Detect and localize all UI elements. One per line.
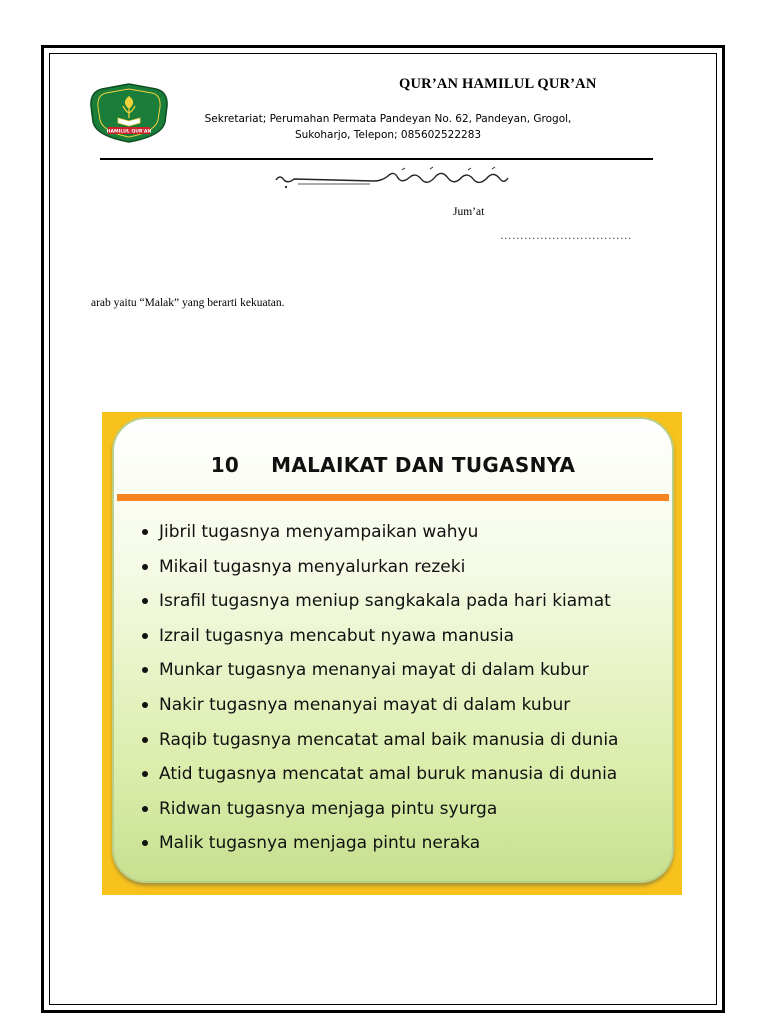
angels-list [138, 519, 618, 865]
list-item [138, 657, 618, 692]
body-paragraph: arab yaitu “Malak” yang berarti kekuatan. [91, 297, 285, 309]
list-item [138, 554, 618, 589]
address-block [182, 111, 594, 143]
list-item-text: Ridwan tugasnya menjaga pintu syurga [159, 798, 498, 819]
bullet-dot [142, 529, 148, 535]
list-item [138, 692, 618, 727]
bullet-dot [142, 806, 148, 812]
list-item-text: Atid tugasnya mencatat amal buruk manusia di dunia [159, 764, 618, 785]
list-item [138, 588, 618, 623]
list-item-text: Izrail tugasnya mencabut nyawa manusia [159, 625, 515, 646]
list-item [138, 727, 618, 762]
school-logo [88, 82, 170, 144]
day-label: Jum’at [453, 206, 485, 218]
bullet-dot [142, 667, 148, 673]
bullet-dot [142, 737, 148, 743]
infographic-title [114, 453, 672, 477]
list-item-text: Mikail tugasnya menyalurkan rezeki [159, 556, 466, 577]
infographic-title-text: MALAIKAT DAN TUGASNYA [271, 453, 576, 477]
organization-name: QUR’AN HAMILUL QUR’AN [399, 76, 597, 92]
address-line-2: Sukoharjo, Telepon; 085602522283 [294, 129, 482, 141]
title-underline-bar [117, 494, 669, 501]
bullet-dot [142, 771, 148, 777]
list-item [138, 519, 618, 554]
header-divider [100, 158, 653, 160]
list-item-text: Nakir tugasnya menanyai mayat di dalam kubur [159, 694, 571, 715]
list-item-text: Raqib tugasnya mencatat amal baik manusia di dunia [159, 729, 619, 750]
list-item-text: Munkar tugasnya menanyai mayat di dalam kubur [159, 660, 589, 681]
basmala-calligraphy [272, 166, 512, 192]
list-item [138, 796, 618, 831]
bullet-dot [142, 633, 148, 639]
list-item-text: Jibril tugasnya menyampaikan wahyu [159, 522, 479, 542]
address-line-1: Sekretariat; Perumahan Permata Pandeyan No. 62, Pandeyan, Grogol, [204, 113, 572, 125]
list-item-text: Malik tugasnya menjaga pintu neraka [159, 833, 481, 854]
list-item [138, 623, 618, 658]
bullet-dot [142, 564, 148, 570]
angels-infographic [102, 412, 682, 895]
bullet-dot [142, 840, 148, 846]
list-item [138, 761, 618, 796]
list-item [138, 830, 618, 865]
infographic-card [112, 417, 674, 883]
bullet-dot [142, 702, 148, 708]
list-item-text: Israfil tugasnya meniup sangkakala pada hari kiamat [159, 591, 611, 612]
date-dotted-line: …………………………… [500, 230, 632, 242]
bullet-dot [142, 598, 148, 604]
infographic-number: 10 [210, 453, 240, 477]
logo-lettering: HAMILUL QUR'AN [106, 129, 152, 135]
